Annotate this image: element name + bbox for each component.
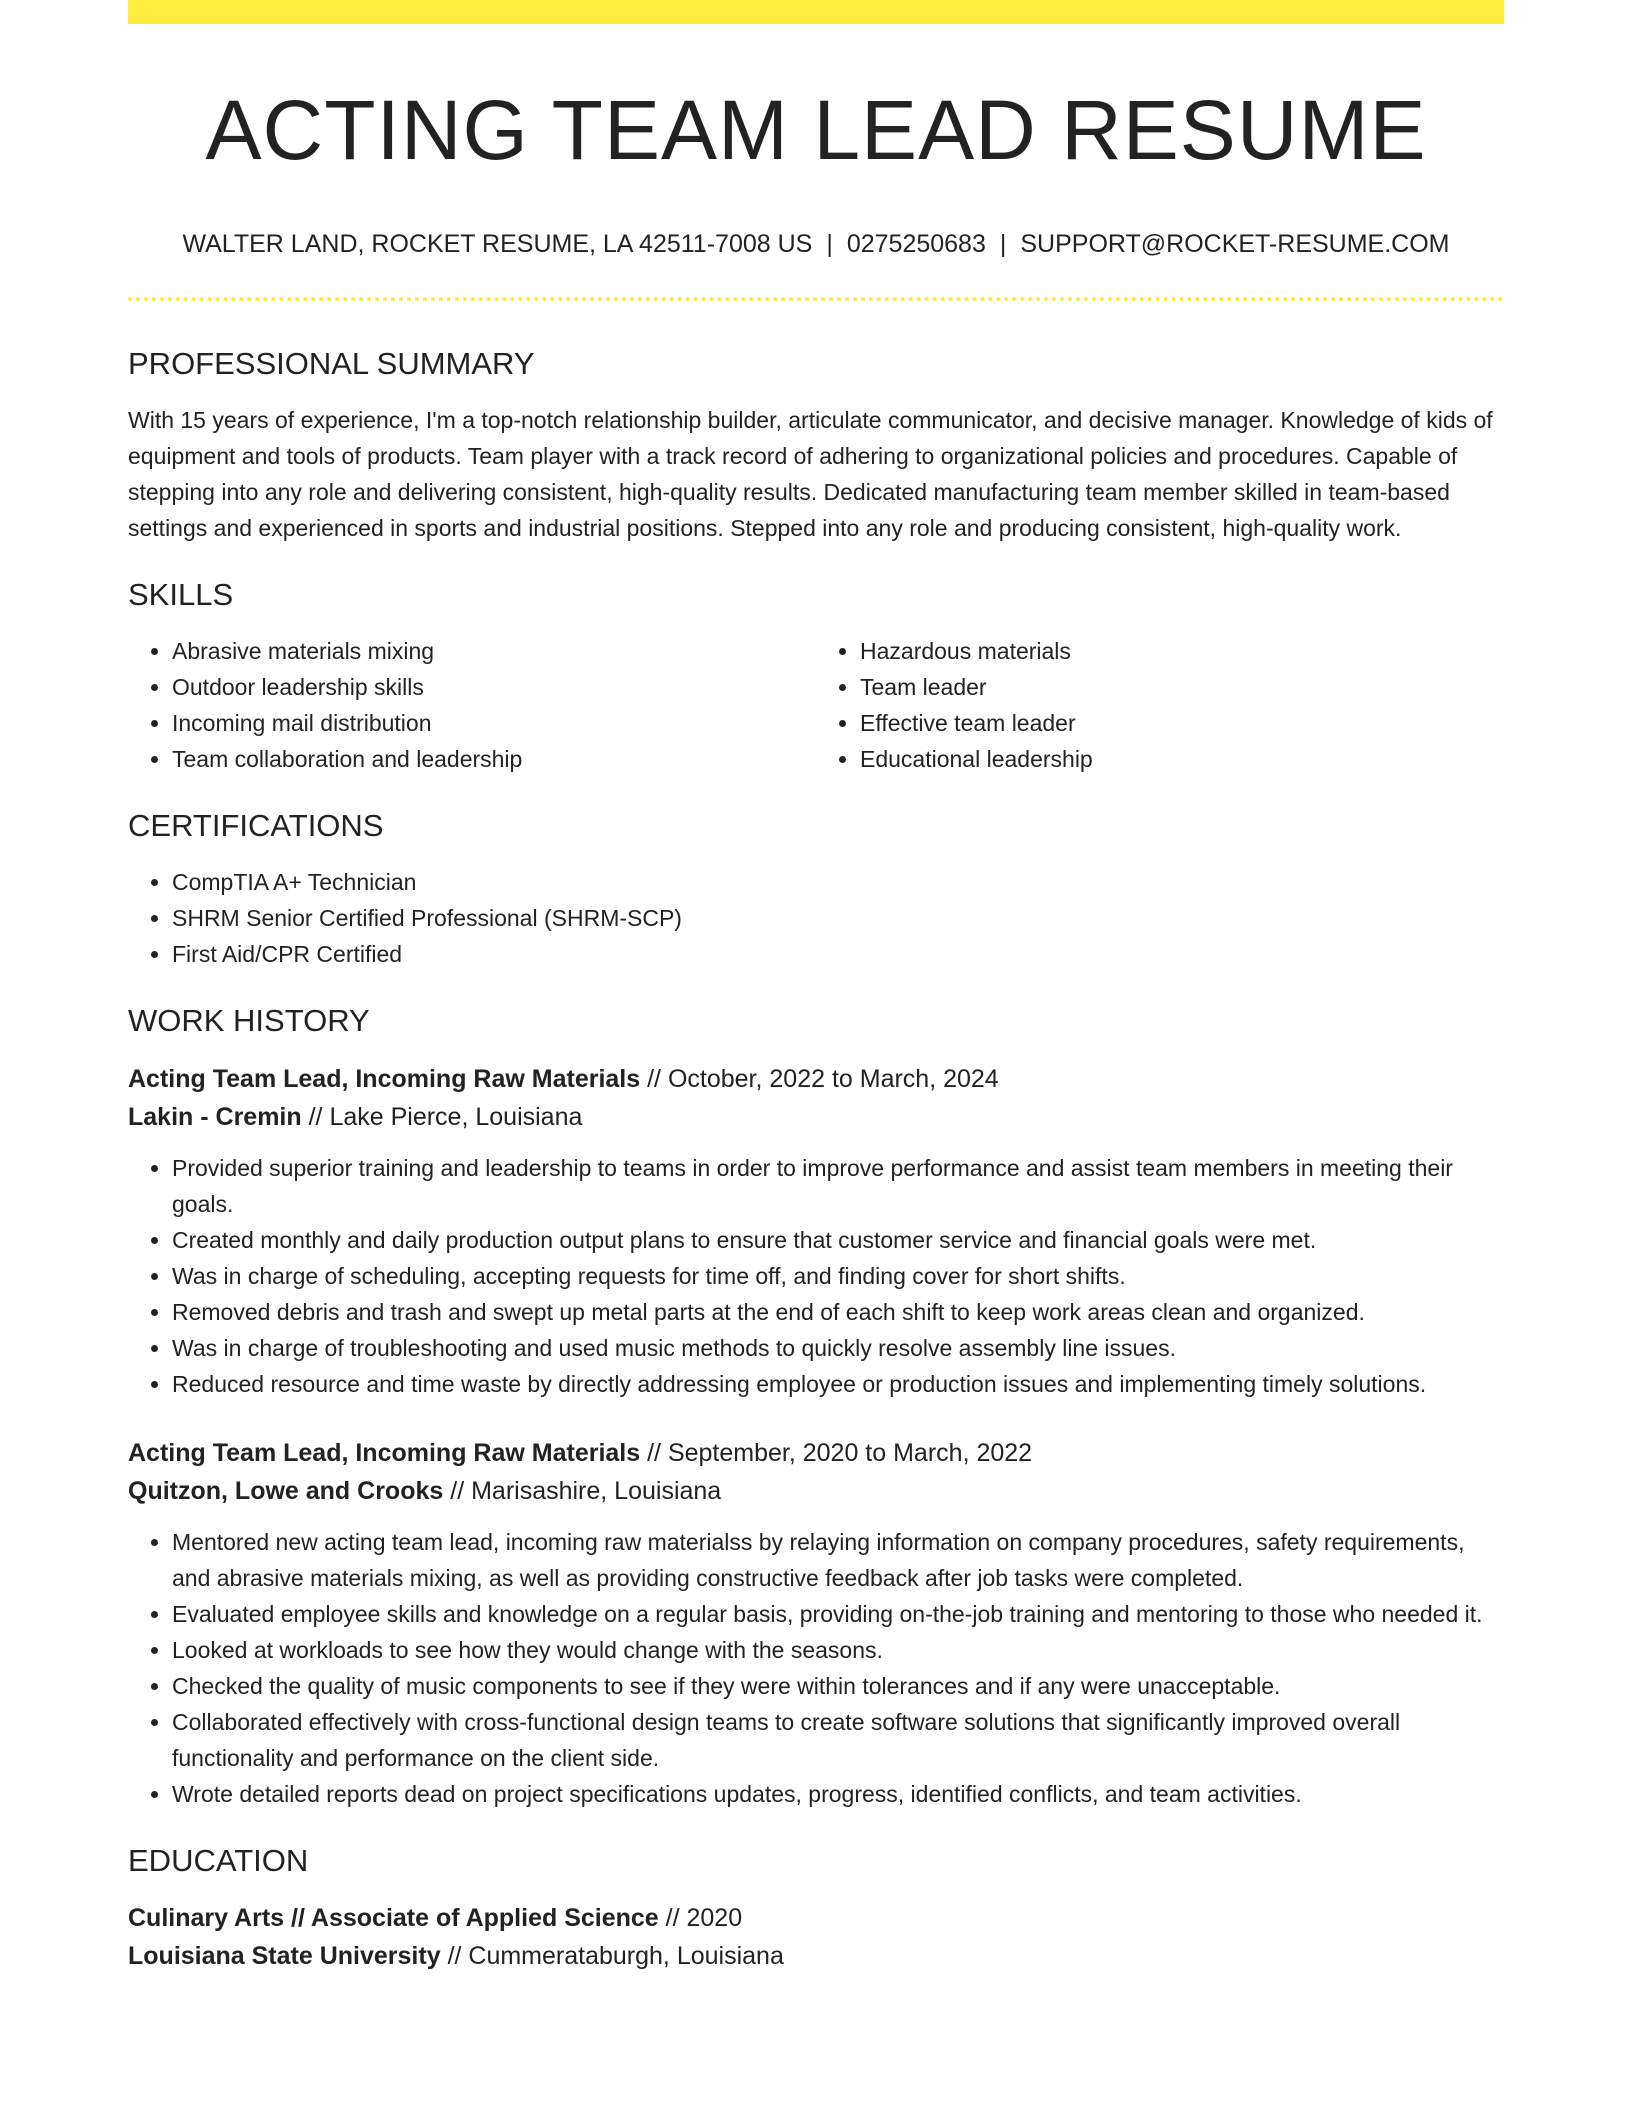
skill-item: • Educational leadership: [860, 741, 1504, 777]
job-bullet: • Collaborated effectively with cross-functional design teams to create software solutions that significantly improved overall functionality and performance on the client side.: [172, 1704, 1504, 1776]
job-company: Lakin - Cremin: [128, 1102, 302, 1131]
contact-address: WALTER LAND, ROCKET RESUME, LA 42511-7008 US: [182, 229, 813, 258]
skill-item: • Team collaboration and leadership: [172, 741, 816, 777]
certification-item: • CompTIA A+ Technician: [172, 864, 1504, 900]
job-dates: // September, 2020 to March, 2022: [647, 1438, 1033, 1467]
skills-list: [128, 633, 1504, 777]
skill-item: • Incoming mail distribution: [172, 705, 816, 741]
job-bullet: • Looked at workloads to see how they would change with the seasons.: [172, 1632, 1504, 1668]
education-entry: [128, 1899, 1504, 1975]
resume-title: ACTING TEAM LEAD RESUME: [205, 83, 1427, 177]
certifications-heading: CERTIFICATIONS: [128, 808, 384, 844]
job-bullet: • Mentored new acting team lead, incoming raw materialss by relaying information on company procedures, safety requirements, and abrasive materials mixing, as well as providing constructive feedback after job tasks were completed.: [172, 1524, 1504, 1596]
education-degree: Culinary Arts // Associate of Applied Science: [128, 1903, 659, 1932]
job-location: // Lake Pierce, Louisiana: [308, 1102, 583, 1131]
contact-email: SUPPORT@ROCKET-RESUME.COM: [1020, 229, 1450, 258]
job-bullets: [128, 1524, 1504, 1812]
job-location: // Marisashire, Louisiana: [450, 1476, 722, 1505]
skill-item: • Outdoor leadership skills: [172, 669, 816, 705]
job-bullet: • Reduced resource and time waste by directly addressing employee or production issues and implementing timely solutions.: [172, 1366, 1504, 1402]
job-title: Acting Team Lead, Incoming Raw Materials: [128, 1438, 641, 1467]
education-year: // 2020: [665, 1903, 743, 1932]
contact-phone: 0275250683: [846, 229, 986, 258]
education-school-line: [128, 1937, 1504, 1975]
skills-column-left: [128, 633, 816, 777]
skill-item: • Hazardous materials: [860, 633, 1504, 669]
job-bullet: • Removed debris and trash and swept up metal parts at the end of each shift to keep work areas clean and organized.: [172, 1294, 1504, 1330]
contact-separator: |: [826, 229, 833, 258]
job-title: Acting Team Lead, Incoming Raw Materials: [128, 1064, 641, 1093]
job-dates: // October, 2022 to March, 2024: [647, 1064, 999, 1093]
certifications-list: [128, 864, 1504, 972]
summary-heading: PROFESSIONAL SUMMARY: [128, 345, 535, 381]
job-bullet: • Was in charge of scheduling, accepting requests for time off, and finding cover for short shifts.: [172, 1258, 1504, 1294]
certification-item: • SHRM Senior Certified Professional (SHRM-SCP): [172, 900, 1504, 936]
job-title-line: [128, 1060, 1504, 1098]
education-heading: EDUCATION: [128, 1842, 309, 1878]
job-bullet: • Provided superior training and leadership to teams in order to improve performance and assist team members in meeting their goals.: [172, 1150, 1504, 1222]
education-degree-line: [128, 1899, 1504, 1937]
top-accent-bar: [128, 0, 1504, 24]
job-bullet: • Created monthly and daily production output plans to ensure that customer service and financial goals were met.: [172, 1222, 1504, 1258]
skill-item: • Abrasive materials mixing: [172, 633, 816, 669]
contact-separator: |: [999, 229, 1007, 258]
job-company-line: [128, 1098, 1504, 1136]
job-title-line: [128, 1434, 1504, 1472]
job-bullets: [128, 1150, 1504, 1402]
skills-heading: SKILLS: [128, 576, 234, 612]
job-bullet: • Evaluated employee skills and knowledge on a regular basis, providing on-the-job training and mentoring to those who needed it.: [172, 1596, 1504, 1632]
job-company: Quitzon, Lowe and Crooks: [128, 1476, 444, 1505]
job-company-line: [128, 1472, 1504, 1510]
education-location: // Cummerataburgh, Louisiana: [447, 1941, 784, 1970]
job-entry: [128, 1434, 1504, 1812]
job-bullet: • Wrote detailed reports dead on project specifications updates, progress, identified conflicts, and team activities.: [172, 1776, 1504, 1812]
job-bullet: • Was in charge of troubleshooting and used music methods to quickly resolve assembly line issues.: [172, 1330, 1504, 1366]
resume-page: [128, 0, 1504, 1975]
certification-item: • First Aid/CPR Certified: [172, 936, 1504, 972]
contact-line: [128, 229, 1504, 259]
header-divider: [128, 297, 1504, 301]
skills-column-right: [816, 633, 1504, 777]
summary-text: With 15 years of experience, I'm a top-notch relationship builder, articulate communicator, and decisive manager. Knowledge of kids of equipment and tools of products. Team player with a track record of adhering to organizational policies and procedures. Capable of stepping into any role and delivering consistent, high-quality results. Dedicated manufacturing team member skilled in team-based settings and experienced in sports and industrial positions. Stepped into any role and producing consistent, high-quality work.: [128, 406, 1493, 541]
job-entry: [128, 1060, 1504, 1402]
education-school: Louisiana State University: [128, 1941, 441, 1970]
skill-item: • Team leader: [860, 669, 1504, 705]
job-bullet: • Checked the quality of music components to see if they were within tolerances and if any were unacceptable.: [172, 1668, 1504, 1704]
work-history-heading: WORK HISTORY: [128, 1003, 370, 1039]
skill-item: • Effective team leader: [860, 705, 1504, 741]
